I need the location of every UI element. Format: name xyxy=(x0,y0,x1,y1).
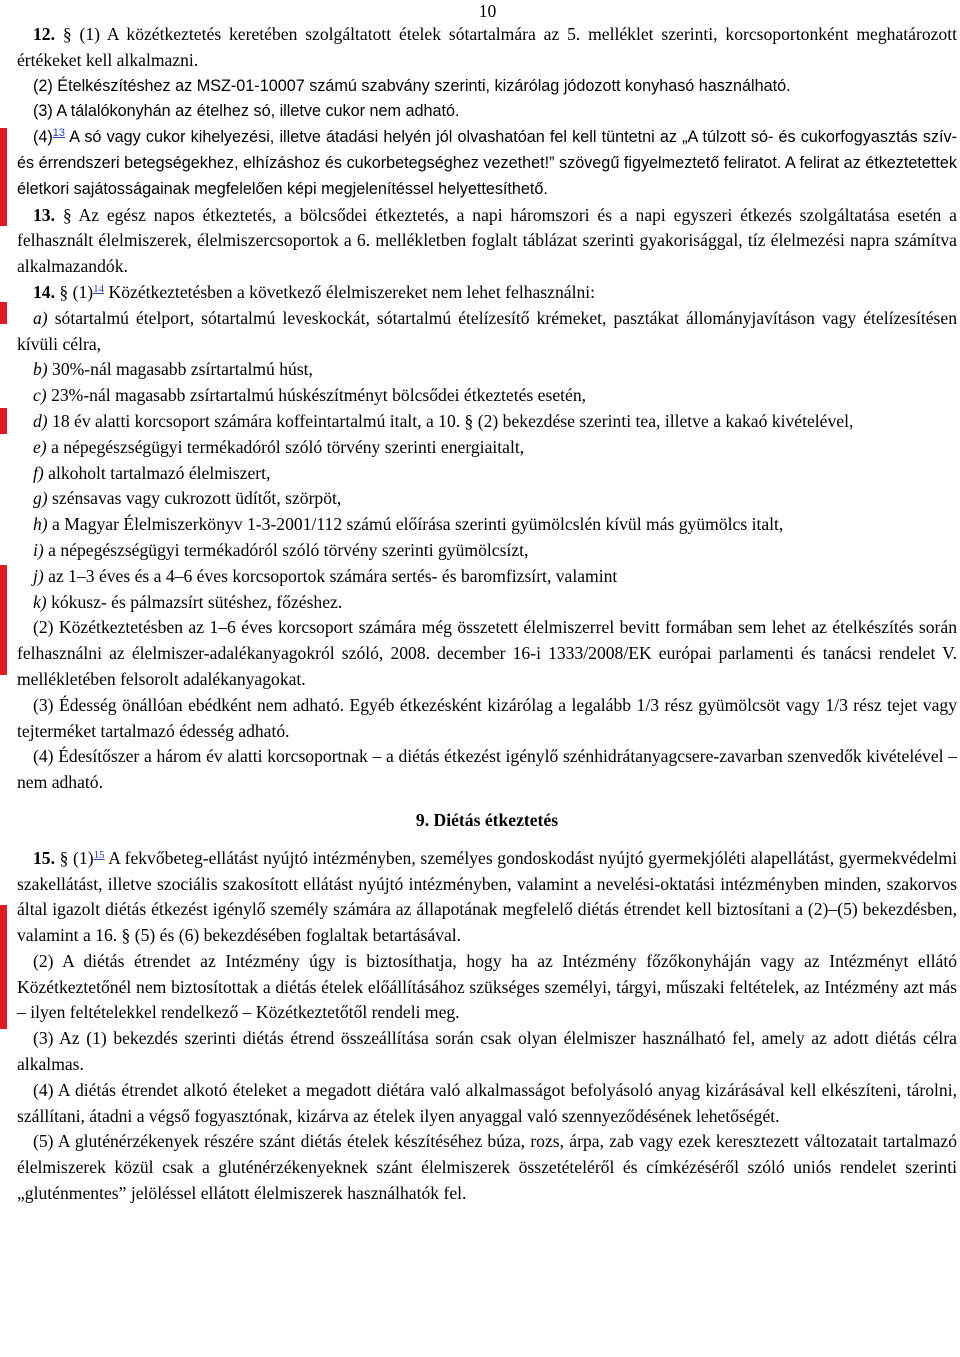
list-item-text: 23%-nál magasabb zsírtartalmú húskészítményt bölcsődei étkeztetés esetén, xyxy=(46,385,587,406)
section-12-para-3: (3) A tálalókonyhán az ételhez só, illetve cukor nem adható. xyxy=(33,102,460,121)
list-item-text: alkoholt tartalmazó élelmiszert, xyxy=(43,462,271,483)
change-bar xyxy=(0,408,7,434)
list-item xyxy=(17,409,957,435)
document-body xyxy=(17,22,957,1207)
section-15-para-4: (4) A diétás étrendet alkotó ételeket a megadott diétára való alkalmasságot befolyásoló anyag kizárásával kell elkészíteni, tárolni, szállítani, átadni a végső fogyasztónak, kizárva az ételek ilyen anyaggal való szennyeződésének lehetőségét. xyxy=(17,1079,957,1126)
list-item-letter: h) xyxy=(33,514,48,535)
change-bar xyxy=(0,565,7,675)
list-item xyxy=(17,486,957,512)
list-item-letter: j) xyxy=(33,565,44,586)
section-12-para-4 xyxy=(17,125,957,202)
para-text: A fekvőbeteg-ellátást nyújtó intézményben, személyes gondoskodást nyújtó gyermekjóléti alapellátást, gyermekvédelmi szakellátást, illetve szociális szakosított ellátást nyújtó intézményben, valamint a nevelési-oktatási intézményben minden, szakorvos által igazolt diétás étkezést igénylő személy számára az állapotának megfelelő diétás étrendet kell biztosítani a (2)–(5) bekezdésben, valamint a 16. § (5) és (6) bekezdésében foglaltak betartásával. xyxy=(17,847,957,946)
list-item-text: kókusz- és pálmazsírt sütéshez, főzéshez. xyxy=(46,591,343,612)
footnote-link-14[interactable]: 14 xyxy=(93,282,105,295)
list-item xyxy=(17,564,957,590)
chapter-title: 9. Diétás étkeztetés xyxy=(415,809,559,830)
change-bar xyxy=(0,905,7,1029)
page-number: 10 xyxy=(478,1,497,21)
list-item xyxy=(17,538,957,564)
list-item-text: 18 év alatti korcsoport számára koffeintartalmú italt, a 10. § (2) bekezdése szerinti tea, illetve a kakaó kivételével, xyxy=(47,410,854,431)
section-15-para-3: (3) Az (1) bekezdés szerinti diétás étrend összeállítása során csak olyan élelmiszer használható fel, amely az adott diétás célra alkalmas. xyxy=(17,1028,957,1075)
para-label: § (1) xyxy=(55,281,94,302)
para-label: § (1) xyxy=(55,847,94,868)
list-item-letter: f) xyxy=(33,462,44,483)
list-item-letter: e) xyxy=(33,436,47,457)
list-item-letter: d) xyxy=(33,410,48,431)
list-item xyxy=(17,383,957,409)
section-number: 14. xyxy=(33,281,55,302)
change-bar xyxy=(0,128,7,226)
list-item-letter: b) xyxy=(33,359,48,380)
section-number: 15. xyxy=(33,847,55,868)
para-label: (4) xyxy=(33,128,53,147)
list-item-letter: c) xyxy=(33,385,47,406)
list-item-letter: k) xyxy=(33,591,47,612)
list-item-text: sótartalmú ételport, sótartalmú leveskockát, sótartalmú ételízesítő krémeket, pasztákat állományjavításon vagy ételízesítésen kívüli célra, xyxy=(17,307,957,354)
footnote-link-15[interactable]: 15 xyxy=(93,848,105,861)
footnote-link-13[interactable]: 13 xyxy=(52,127,66,140)
list-item xyxy=(17,435,957,461)
para-text: § Az egész napos étkeztetés, a bölcsődei étkeztetés, a napi háromszori és a napi egyszeri étkezés szolgáltatása esetén a felhasznált élelmiszerek, élelmiszercsoportok a 6. mellékletben foglalt táblázat szerinti gyakorisággal, tíz élelmezési napra számítva alkalmazandók. xyxy=(17,204,957,277)
change-bar xyxy=(0,302,7,324)
section-12-para-1 xyxy=(17,22,957,74)
section-number: 12. xyxy=(33,24,55,44)
list-item-text: a Magyar Élelmiszerkönyv 1-3-2001/112 számú előírása szerinti gyümölcslén kívül más gyümölcs italt, xyxy=(47,514,784,535)
section-14-para-3: (3) Édesség önállóan ebédként nem adható. Egyéb étkezésként kizárólag a legalább 1/3 rész gyümölcsöt vagy 1/3 rész tejet vagy tejterméket tartalmazó édesség adható. xyxy=(17,694,957,741)
list-item-text: a népegészségügyi termékadóról szóló törvény szerinti energiaitalt, xyxy=(46,436,525,457)
para-text: Közétkeztetésben a következő élelmiszereket nem lehet felhasználni: xyxy=(104,281,596,302)
section-15-para-5: (5) A gluténérzékenyek részére szánt diétás ételek készítéséhez búza, rozs, árpa, zab vagy ezek keresztezett változatait tartalmazó élelmiszerek közül csak a gluténérzékenyeknek szánt élelmiszerek összetételéről és címkézéséről szóló uniós rendelet szerinti „gluténmentes” jelöléssel ellátott élelmiszerek használhatók fel. xyxy=(17,1131,957,1204)
para-text: § (1) A közétkeztetés keretében szolgáltatott ételek sótartalmára az 5. melléklet szerinti, korcsoportonként meghatározott értékeket kell alkalmazni. xyxy=(17,24,958,70)
section-14-para-1 xyxy=(17,280,957,306)
list-item-text: szénsavas vagy cukrozott üdítőt, szörpöt, xyxy=(47,488,342,509)
list-item-text: a népegészségügyi termékadóról szóló törvény szerinti gyümölcsízt, xyxy=(43,539,529,560)
section-14-para-2: (2) Közétkeztetésben az 1–6 éves korcsoport számára még összetett élelmiszerrel bevitt formában sem lehet az ételkészítés során felhasználni az élelmiszer-adalékanyagokról szóló, 2008. december 16-i 1333/2008/EK európai parlamenti és tanácsi rendelet V. mellékletében felsorolt adalékanyagokat. xyxy=(17,617,957,689)
list-item xyxy=(17,590,957,616)
list-item-letter: a) xyxy=(33,307,48,328)
list-item-text: az 1–3 éves és a 4–6 éves korcsoportok számára sertés- és baromfizsírt, valamint xyxy=(43,565,618,586)
section-14-para-4: (4) Édesítőszer a három év alatti korcsoportnak – a diétás étkezést igénylő szénhidrátanyagcsere-zavarban szenvedők kivételével – nem adható. xyxy=(17,746,957,793)
list-item-letter: g) xyxy=(33,488,48,509)
para-text: A só vagy cukor kihelyezési, illetve átadási helyén jól olvashatóan fel kell tüntetni az „A túlzott só- és cukorfogyasztás szív- és érrendszeri betegségekhez, elhízáshoz és cukorbetegséghez vezethet!” szövegű figyelmeztető feliratot. A felirat az étkeztetettek életkori sajátosságainak megfelelően képi megjelenítéssel helyettesíthető. xyxy=(17,128,957,198)
section-number: 13. xyxy=(33,204,55,225)
list-item xyxy=(17,306,957,358)
list-item-text: 30%-nál magasabb zsírtartalmú húst, xyxy=(47,359,313,380)
section-15-para-1 xyxy=(17,846,957,949)
section-14-list xyxy=(17,306,957,616)
list-item xyxy=(17,512,957,538)
section-12-para-2: (2) Ételkészítéshez az MSZ-01-10007 számú szabvány szerinti, kizárólag jódozott konyhasó használható. xyxy=(33,76,791,95)
list-item xyxy=(17,357,957,383)
section-13 xyxy=(17,203,957,280)
list-item xyxy=(17,461,957,487)
section-15-para-2: (2) A diétás étrendet az Intézmény úgy is biztosíthatja, hogy ha az Intézmény főzőkonyháján vagy az Intézményt ellátó Közétkeztetőnél nem biztosítottak a diétás ételek előállításához szükséges személyi, tárgyi, műszaki feltételek, az Intézmény azt más – ilyen feltételekkel rendelkező – Közétkeztetőtől rendeli meg. xyxy=(17,950,957,1023)
list-item-letter: i) xyxy=(33,539,44,560)
